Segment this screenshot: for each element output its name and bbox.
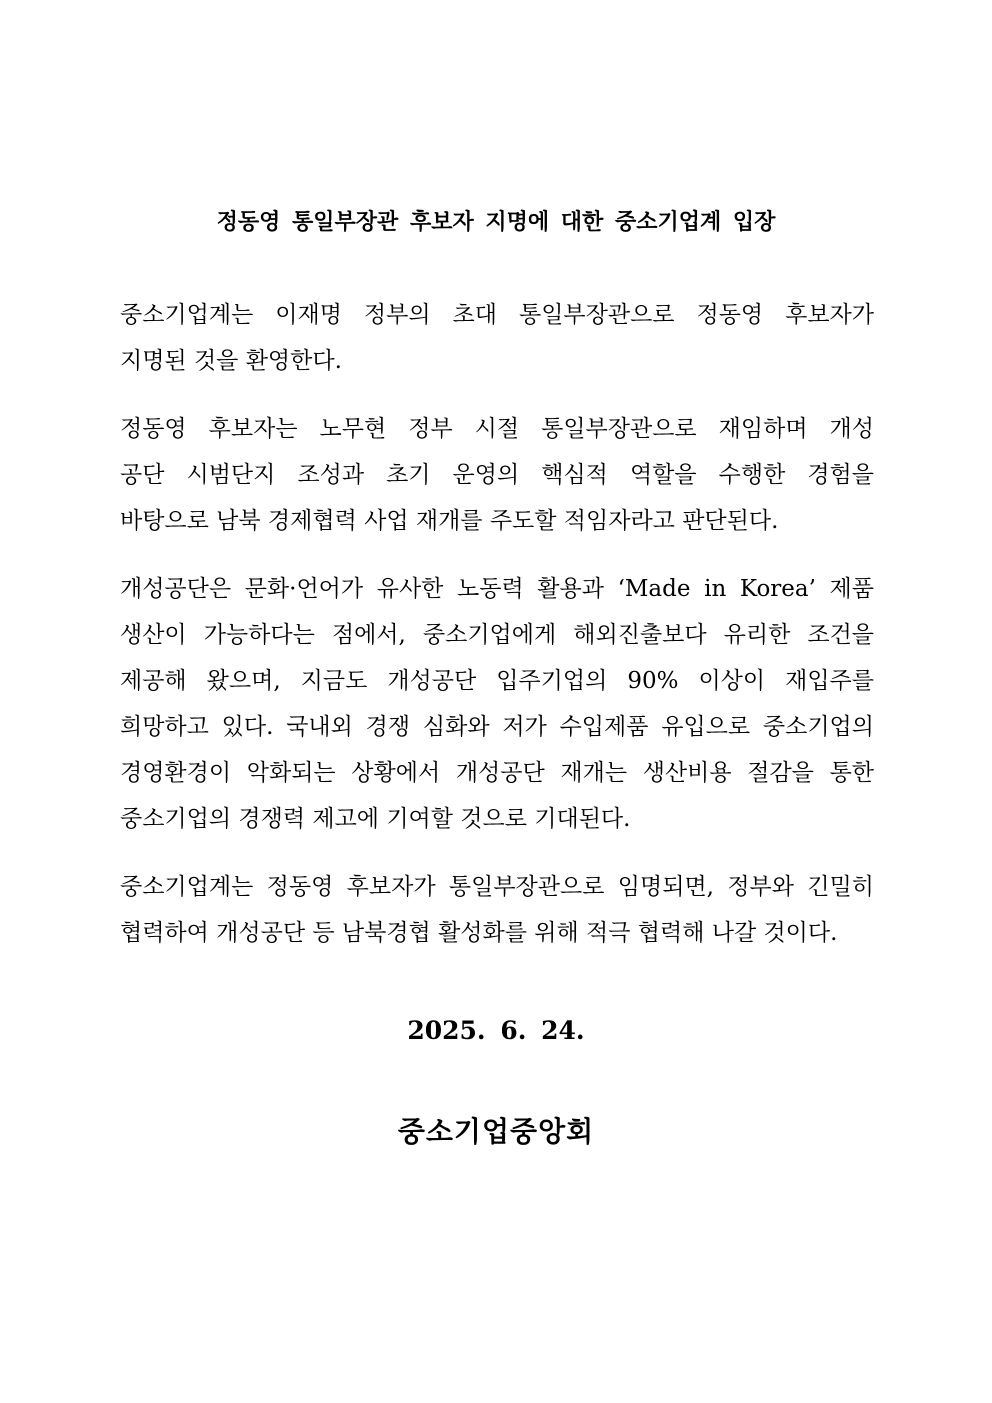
paragraph-line: 경영환경이 악화되는 상황에서 개성공단 재개는 생산비용 절감을 통한 — [120, 760, 874, 786]
document-date: 2025. 6. 24. — [407, 1016, 585, 1045]
paragraph-4 — [120, 864, 874, 956]
paragraph-line: 희망하고 있다. 국내외 경쟁 심화와 저가 수입제품 유입으로 중소기업의 — [120, 714, 874, 740]
paragraph-line: 제공해 왔으며, 지금도 개성공단 입주기업의 90% 이상이 재입주를 — [120, 668, 874, 694]
paragraph-3 — [120, 566, 874, 842]
paragraph-line: 바탕으로 남북 경제협력 사업 재개를 주도할 적임자라고 판단된다. — [120, 508, 779, 534]
paragraph-line: 중소기업의 경쟁력 제고에 기여할 것으로 기대된다. — [120, 806, 631, 832]
paragraph-line: 개성공단은 문화·언어가 유사한 노동력 활용과 ‘Made in Korea’ 제품 — [120, 576, 874, 602]
paragraph-line: 중소기업계는 이재명 정부의 초대 통일부장관으로 정동영 후보자가 — [120, 302, 874, 328]
paragraph-2 — [120, 406, 874, 544]
organization-name: 중소기업중앙회 — [397, 1115, 595, 1148]
paragraph-line: 공단 시범단지 조성과 초기 운영의 핵심적 역할을 수행한 경험을 — [120, 462, 874, 488]
paragraph-line: 중소기업계는 정동영 후보자가 통일부장관으로 임명되면, 정부와 긴밀히 — [120, 874, 874, 900]
paragraph-1 — [120, 292, 874, 384]
document-body — [120, 292, 874, 978]
paragraph-line: 생산이 가능하다는 점에서, 중소기업에게 해외진출보다 유리한 조건을 — [120, 622, 874, 648]
paragraph-line: 정동영 후보자는 노무현 정부 시절 통일부장관으로 재임하며 개성 — [120, 416, 874, 442]
paragraph-line: 지명된 것을 환영한다. — [120, 348, 342, 374]
document-title: 정동영 통일부장관 후보자 지명에 대한 중소기업계 입장 — [216, 209, 776, 235]
paragraph-line: 협력하여 개성공단 등 남북경협 활성화를 위해 적극 협력해 나갈 것이다. — [120, 920, 838, 946]
